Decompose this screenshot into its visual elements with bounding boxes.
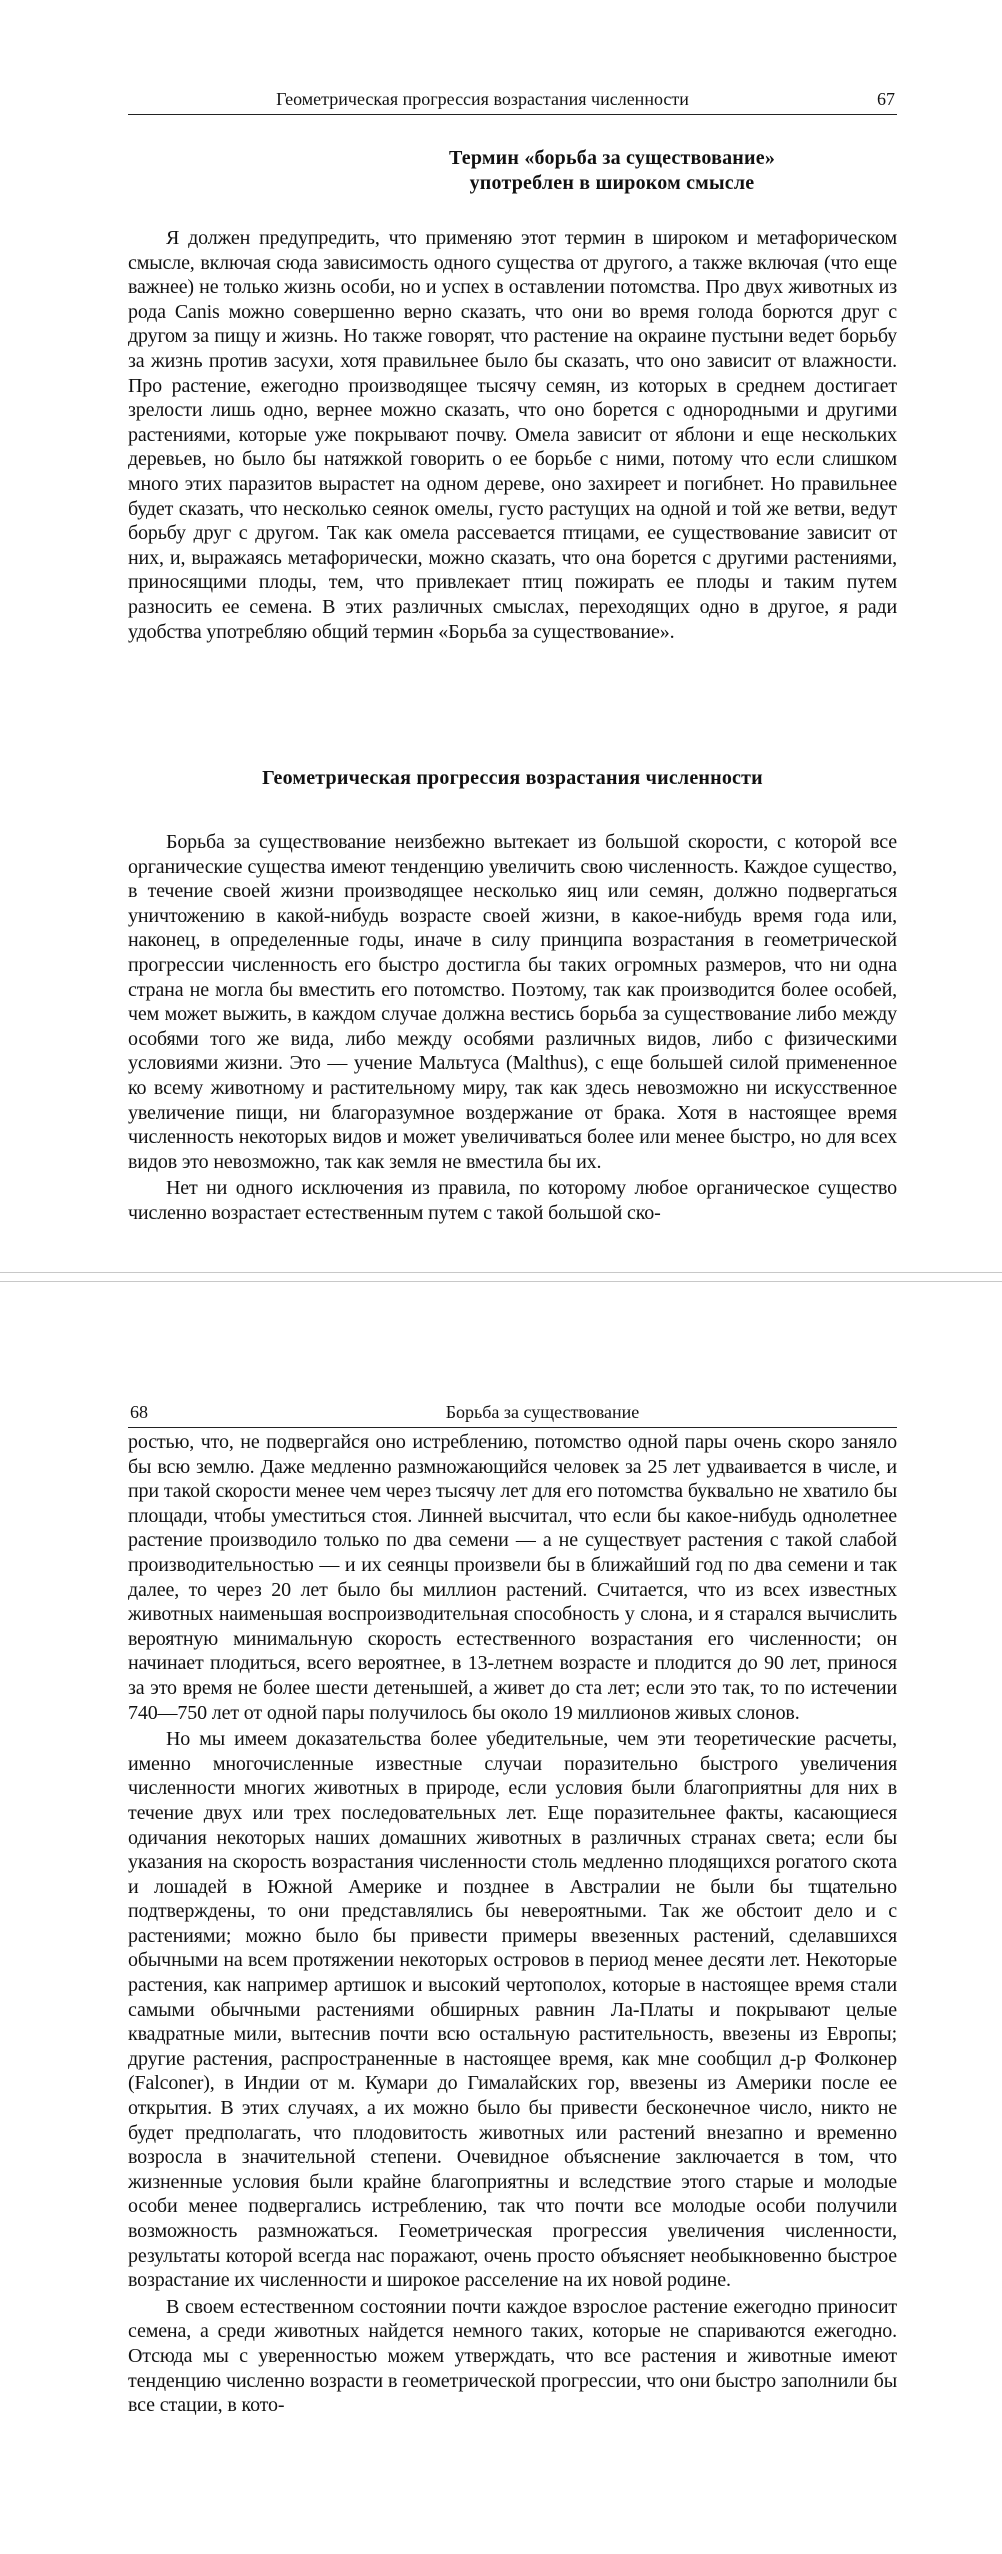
body-text (128, 1430, 897, 2418)
running-head (128, 1399, 897, 1428)
section-heading: Геометрическая прогрессия возрастания численности (262, 767, 763, 789)
paragraph: Нет ни одного исключения из правила, по которому любое органическое существо численно возрастает естественным путем с такой большой ско- (128, 1177, 897, 1224)
page-number: 68 (130, 1402, 148, 1422)
paragraph: В своем естественном состоянии почти каждое взрослое растение ежегодно приносит семена, а среди животных найдется немного таких, которые не спариваются ежегодно. Отсюда мы с уверенностью можем утверждать, что все растения и животные имеют тенденцию численно возрасти в геометрической прогрессии, что они быстро заполнили бы все стации, в кото- (128, 2295, 897, 2417)
running-title: Геометрическая прогрессия возрастания численности (276, 89, 689, 109)
section-heading: Термин «борьба за существование» употреблен в широком смысле (448, 147, 776, 194)
running-title: Борьба за существование (445, 1402, 640, 1422)
paragraph: Борьба за существование неизбежно вытекает из большой скорости, с которой все органические существа имеют тенденцию увеличить свою численность. Каждое существо, в течение своей жизни производящее несколько яиц или семян, должно подвергаться уничтожению в какой-нибудь возрасте своей жизни, в какое-нибудь время года или, наконец, в определенные годы, иначе в силу принципа возрастания в геометрической прогрессии численность его быстро достигла бы таких огромных размеров, что ни одна страна не могла бы вместить его потомство. Поэтому, так как производится более особей, чем может выжить, в каждом случае должна вестись борьба за существование либо между особями того же вида, либо между особями различных видов, либо с физическими условиями жизни. Это — учение Мальтуса (Malthus), с еще большей силой примененное ко всему животному и растительному миру, так как здесь невозможно ни искусственное увеличение пищи, ни благоразумное воздержание от брака. Хотя в настоящее время численность некоторых видов и может увеличиваться более или менее быстро, но для всех видов это невозможно, так как земля не вместила бы их. (128, 831, 897, 1173)
page-break (0, 1272, 1002, 1282)
body-text (128, 226, 897, 644)
paragraph: ростью, что, не подвергайся оно истреблению, потомство одной пары очень скоро заняло бы всю землю. Даже медленно размножающийся человек за 25 лет удваивается в числе, и при такой скорости менее чем через тысячу лет для его потомства буквально не хватило бы площади, чтобы уместиться стоя. Линней высчитал, что если бы какое-нибудь однолетнее растение производило только по два семени — а не существует растения с такой слабой производительностью — и их сеянцы произвели бы в ближайший год по два семени и так далее, то через 20 лет было бы миллион растений. Считается, что из всех известных животных наименьшая воспроизводительная способность у слона, и я старался вычислить вероятную минимальную скорость естественного возрастания его численности; он начинает плодиться, всего вероятнее, в 13-летнем возрасте и плодится до 90 лет, принося за это время не более шести детенышей, а живет до ста лет; если это так, то по истечении 740—750 лет от одной пары получилось бы около 19 миллионов живых слонов. (128, 1431, 897, 1724)
paragraph: Но мы имеем доказательства более убедительные, чем эти теоретические расчеты, именно многочисленные известные случаи поразительно быстрого увеличения численности многих животных в природе, если условия были благоприятны для них в течение двух или трех последовательных лет. Еще поразительнее факты, касающиеся одичания некоторых наших домашних животных в различных странах света; если бы указания на скорость возрастания численности столь медленно плодящихся рогатого скота и лошадей в Южной Америке и позднее в Австралии не были бы тщательно подтверждены, то они представлялись бы невероятными. Так же обстоит дело и с растениями; можно было бы привести примеры ввезенных растений, сделавшихся обычными на всем протяжении некоторых островов в период менее десяти лет. Некоторые растения, как например артишок и высокий чертополох, которые в настоящее время стали самыми обычными растениями обширных равнин Ла-Платы и покрывают целые квадратные мили, вытеснив почти всю остальную растительность, ввезены из Европы; другие растения, распространенные в настоящее время, как мне сообщил д-р Фолконер (Falconer), в Индии от м. Кумари до Гималайских гор, ввезены из Америки после ее открытия. В этих случаях, а их можно было бы привести бесконечное число, никто не будет предполагать, что плодовитость животных или растений внезапно и временно возросла в значительной степени. Очевидное объяснение заключается в том, что жизненные условия были крайне благоприятны и вследствие этого старые и молодые особи менее подвергались истреблению, так что почти все молодые особи получили возможность размножаться. Геометрическая прогрессия увеличения численности, результаты которой всегда нас поражают, очень просто объясняет необыкновенно быстрое возрастание их численности и широкое расселение на их новой родине. (128, 1728, 897, 2292)
body-text (128, 830, 897, 1226)
paragraph: Я должен предупредить, что применяю этот термин в широком и метафорическом смысле, включая сюда зависимость одного существа от другого, а также включая (что еще важнее) не только жизнь особи, но и успех в оставлении потомства. Про двух животных из рода Canis можно совершенно верно сказать, что они во время голода борются друг с другом за пищу и жизнь. Но также говорят, что растение на окраине пустыни ведет борьбу за жизнь против засухи, хотя правильнее было бы сказать, что оно зависит от влажности. Про растение, ежегодно производящее тысячу семян, из которых в среднем достигает зрелости лишь одно, вернее можно сказать, что оно борется с однородными и другими растениями, которые уже покрывают почву. Омела зависит от яблони и еще нескольких деревьев, но было бы натяжкой говорить о ее борьбе с ними, потому что если слишком много этих паразитов вырастет на одном дереве, оно захиреет и погибнет. Но правильнее будет сказать, что несколько сеянок омелы, густо растущих на одной и той же ветви, ведут борьбу друг с другом. Так как омела рассевается птицами, ее существование зависит от них, и, выражаясь метафорически, можно сказать, что она борется с другими растениями, приносящими плоды, тем, что привлекает птиц пожирать ее плоды и таким путем разносить ее семена. В этих различных смыслах, переходящих одно в другое, я ради удобства употребляю общий термин «Борьба за существование». (128, 227, 897, 643)
page-68 (0, 1282, 1002, 2554)
page-67 (0, 0, 1002, 1272)
page-number: 67 (877, 89, 895, 109)
running-head (128, 86, 897, 115)
